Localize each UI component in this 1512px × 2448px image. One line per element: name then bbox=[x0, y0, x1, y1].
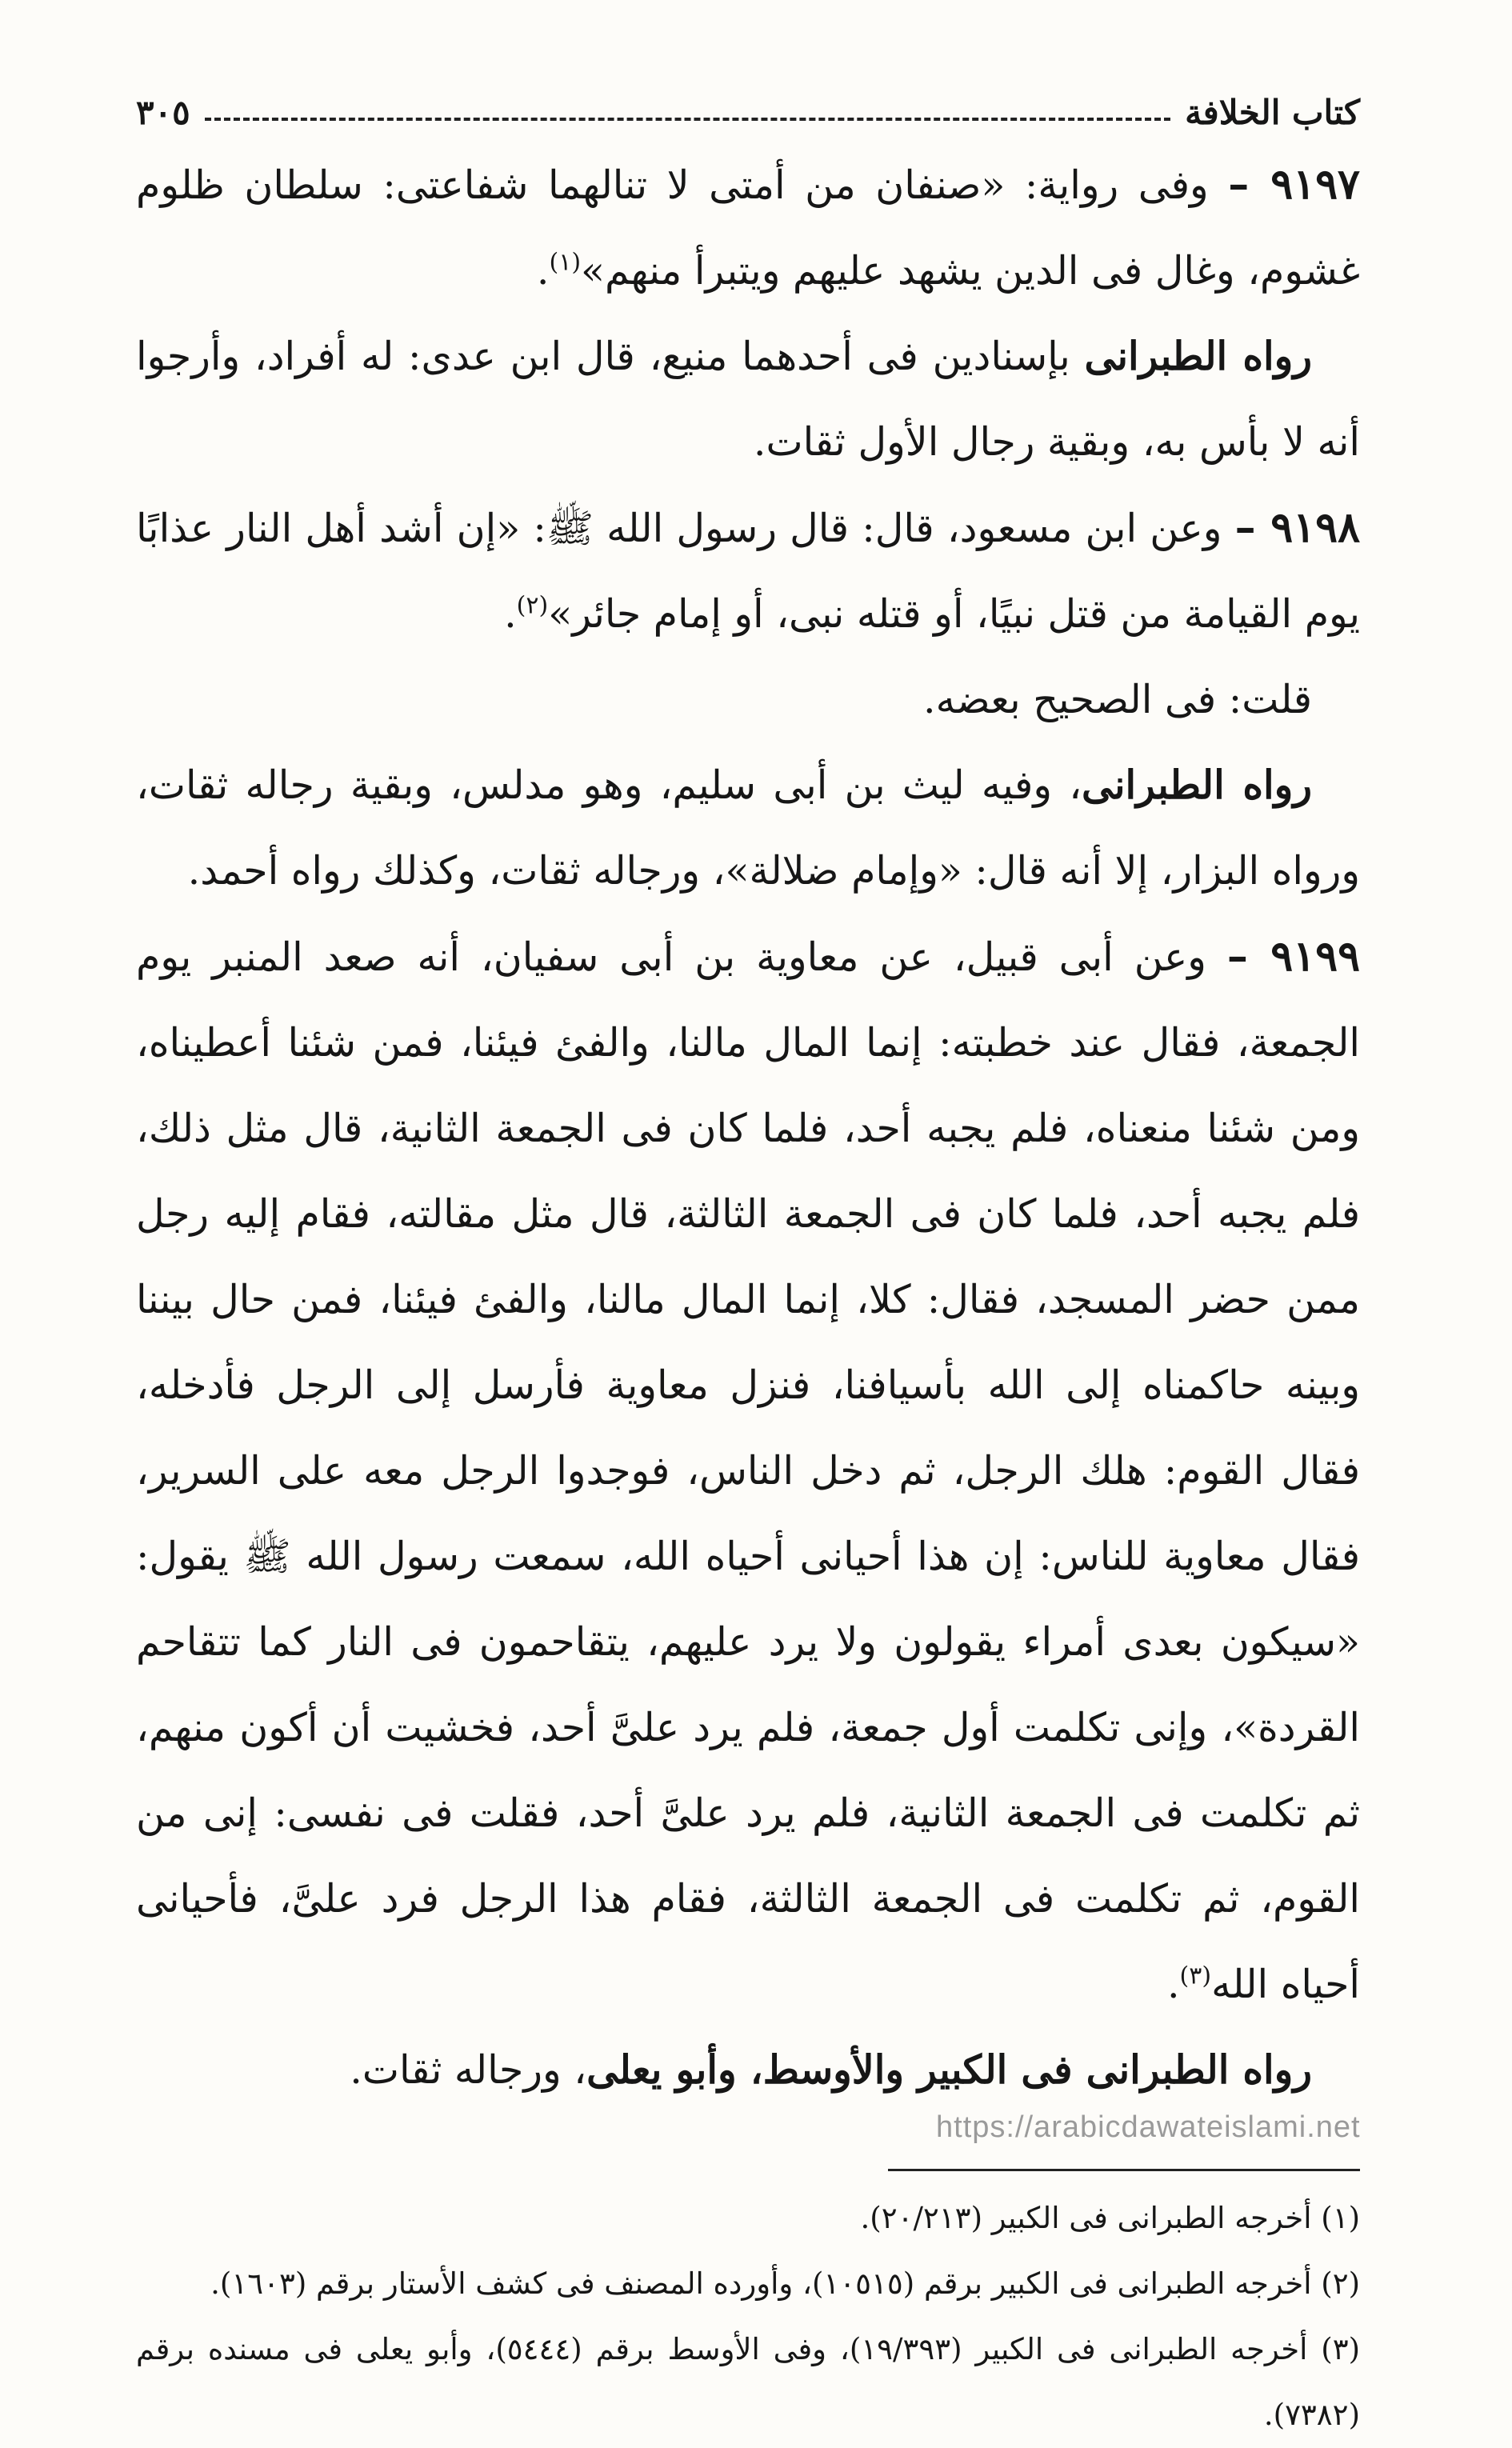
chapter-title: كتاب الخلافة bbox=[1185, 93, 1360, 132]
hadith-number: ٩١٩٧ – bbox=[1228, 160, 1360, 209]
page-number: ٣٠٥ bbox=[136, 93, 190, 132]
takhrij-text: ، وفيه ليث بن أبى سليم، وهو مدلس، وبقية رجاله ثقات، ورواه البزار، إلا أنه قال: «وإمام ضلالة»، ورجاله ثقات، وكذلك رواه أحمد. bbox=[136, 762, 1360, 894]
takhrij-9197 bbox=[136, 314, 1360, 485]
hadith-9197 bbox=[136, 142, 1360, 314]
takhrij-text: ، ورجاله ثقات. bbox=[350, 2047, 587, 2093]
footnote-2: (٢) أخرجه الطبرانى فى الكبير برقم (١٠٥١٥)، وأورده المصنف فى كشف الأستار برقم (١٦٠٣). bbox=[210, 2266, 1360, 2301]
sentence-end: . bbox=[536, 248, 550, 294]
hadith-text: وفى رواية: «صنفان من أمتى لا تنالهما شفاعتى: سلطان ظلوم غشوم، وغال فى الدين يشهد عليهم ويتبرأ منهم» bbox=[136, 162, 1360, 294]
footnote-separator bbox=[888, 2169, 1360, 2171]
watermark-url: https://arabicdawateislami.net bbox=[936, 2110, 1361, 2144]
source-citation: رواه الطبرانى bbox=[1084, 333, 1313, 379]
sentence-end: . bbox=[504, 591, 517, 637]
hadith-9198 bbox=[136, 485, 1360, 657]
hadith-text: وعن ابن مسعود، قال: قال رسول الله ﷺ: «إن أشد أهل النار عذابًا يوم القيامة من قتل نبيًا، أو قتله نبى، أو إمام جائر» bbox=[136, 506, 1360, 637]
header-dashed-rule bbox=[205, 118, 1170, 121]
author-remark bbox=[136, 657, 1360, 742]
takhrij-9199 bbox=[136, 2027, 1360, 2113]
source-citation: رواه الطبرانى فى الكبير والأوسط، وأبو يعلى bbox=[586, 2046, 1312, 2093]
main-text bbox=[136, 142, 1360, 2113]
footnote-ref: (٢) bbox=[516, 591, 549, 620]
footnotes bbox=[136, 2186, 1360, 2448]
hadith-number: ٩١٩٨ – bbox=[1234, 503, 1360, 552]
footnote-1: (١) أخرجه الطبرانى فى الكبير (٢٠/٢١٣). bbox=[860, 2201, 1360, 2235]
source-citation: رواه الطبرانى bbox=[1082, 762, 1312, 808]
footnote-ref: (٣) bbox=[1179, 1962, 1212, 1990]
book-page bbox=[136, 76, 1361, 2432]
takhrij-text: بإسنادين فى أحدهما منيع، قال ابن عدى: له أفراد، وأرجوا أنه لا بأس به، وبقية رجال الأول ثقات. bbox=[136, 334, 1360, 465]
sentence-end: . bbox=[1166, 1962, 1180, 2007]
remark-text: قلت: فى الصحيح بعضه. bbox=[923, 677, 1312, 722]
takhrij-9198 bbox=[136, 742, 1360, 914]
hadith-number: ٩١٩٩ – bbox=[1226, 932, 1360, 981]
hadith-9199 bbox=[136, 914, 1360, 2027]
running-header bbox=[136, 76, 1360, 132]
hadith-text: وعن أبى قبيل، عن معاوية بن أبى سفيان، أنه صعد المنبر يوم الجمعة، فقال عند خطبته: إنما المال مالنا، والفئ فيئنا، فمن شئنا أعطيناه، ومن شئنا منعناه، فلم يجبه أحد، فلما كان فى الجمعة الثانية، قال مثل ذلك، فلم يجبه أحد، فلما كان فى الجمعة الثالثة، قال مثل مقالته، فقام إليه رجل ممن حضر المسجد، فقال: كلا، إنما المال مالنا، والفئ فيئنا، فمن حال بيننا وبينه حاكمناه إلى الله بأسيافنا، فنزل معاوية فأرسل إلى الرجل فأدخله، فقال القوم: هلك الرجل، ثم دخل الناس، فوجدوا الرجل معه على السرير، فقال معاوية للناس: إن هذا أحيانى أحياه الله، سمعت رسول الله ﷺ يقول: «سيكون بعدى أمراء يقولون ولا يرد عليهم، يتقاحمون فى النار كما تتقاحم القردة»، وإنى تكلمت أول جمعة، فلم يرد علىَّ أحد، فخشيت أن أكون منهم، ثم تكلمت فى الجمعة الثانية، فلم يرد علىَّ أحد، فقلت فى نفسى: إنى من القوم، ثم تكلمت فى الجمعة الثالثة، فقام هذا الرجل فرد علىَّ، فأحيانى أحياه الله bbox=[136, 934, 1360, 2007]
footnote-ref: (١) bbox=[549, 248, 582, 277]
footnote-3: (٣) أخرجه الطبرانى فى الكبير (١٩/٣٩٣)، وفى الأوسط برقم (٥٤٤٤)، وأبو يعلى فى مسنده برقم (٧٣٨٢). bbox=[136, 2332, 1361, 2432]
